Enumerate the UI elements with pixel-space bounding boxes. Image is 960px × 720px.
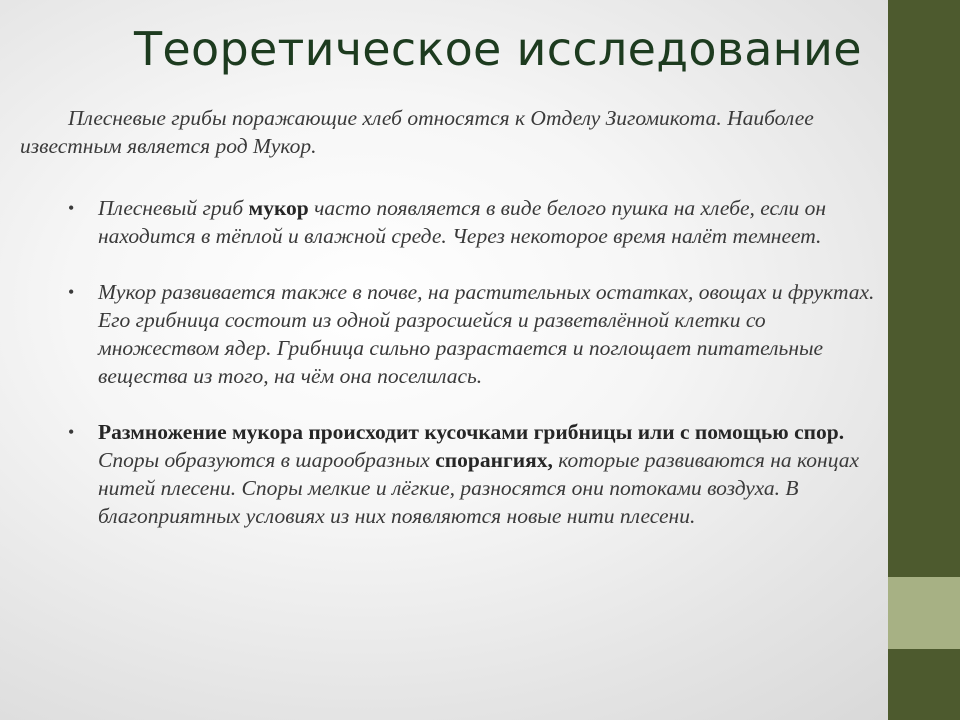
- bullet-1-part-2: часто появляется в виде белого пушка на хлебе, если он находится в тёплой и влажной среде. Через некоторое время налёт темнеет.: [98, 196, 827, 248]
- slide-title: Теоретическое исследование: [134, 22, 862, 76]
- bullet-item-2: [20, 278, 880, 390]
- bullet-text-2: Мукор развивается также в почве, на растительных остатках, овощах и фруктах. Его грибница состоит из одной разросшейся и разветвлённой клетки со множеством ядер. Грибница сильно разрастается и поглощает питательные вещества из того, на чём она поселилась.: [98, 280, 875, 388]
- bullet-marker: •: [68, 198, 75, 218]
- bullet-3-bold-2: спорангиях,: [435, 448, 553, 472]
- slide-body: [20, 104, 880, 530]
- bullet-text-3: [98, 420, 859, 528]
- bullet-item-1: [20, 194, 880, 250]
- bullet-marker: •: [68, 282, 75, 302]
- bullet-marker: •: [68, 422, 75, 442]
- bullet-3-part-1: Споры образуются в шарообразных: [98, 448, 436, 472]
- bullet-3-part-2: которые развиваются на концах нитей плесени. Споры мелкие и лёгкие, разносятся они потоками воздуха. В благоприятных условиях из них появляются новые нити плесени.: [98, 448, 859, 528]
- bullet-item-3: [20, 418, 880, 530]
- bullet-1-part-1: Плесневый гриб: [98, 196, 249, 220]
- intro-paragraph: Плесневые грибы поражающие хлеб относятся к Отделу Зигомикота. Наиболее известным является род Мукор.: [20, 106, 814, 158]
- side-bar-bottom: [888, 649, 960, 720]
- bullet-3-bold-1: Размножение мукора происходит кусочками грибницы или с помощью спор.: [98, 420, 845, 444]
- side-bar-top: [888, 0, 960, 577]
- bullet-text-1: [98, 196, 826, 248]
- bullet-1-bold: мукор: [248, 196, 309, 220]
- side-bar-accent: [888, 577, 960, 649]
